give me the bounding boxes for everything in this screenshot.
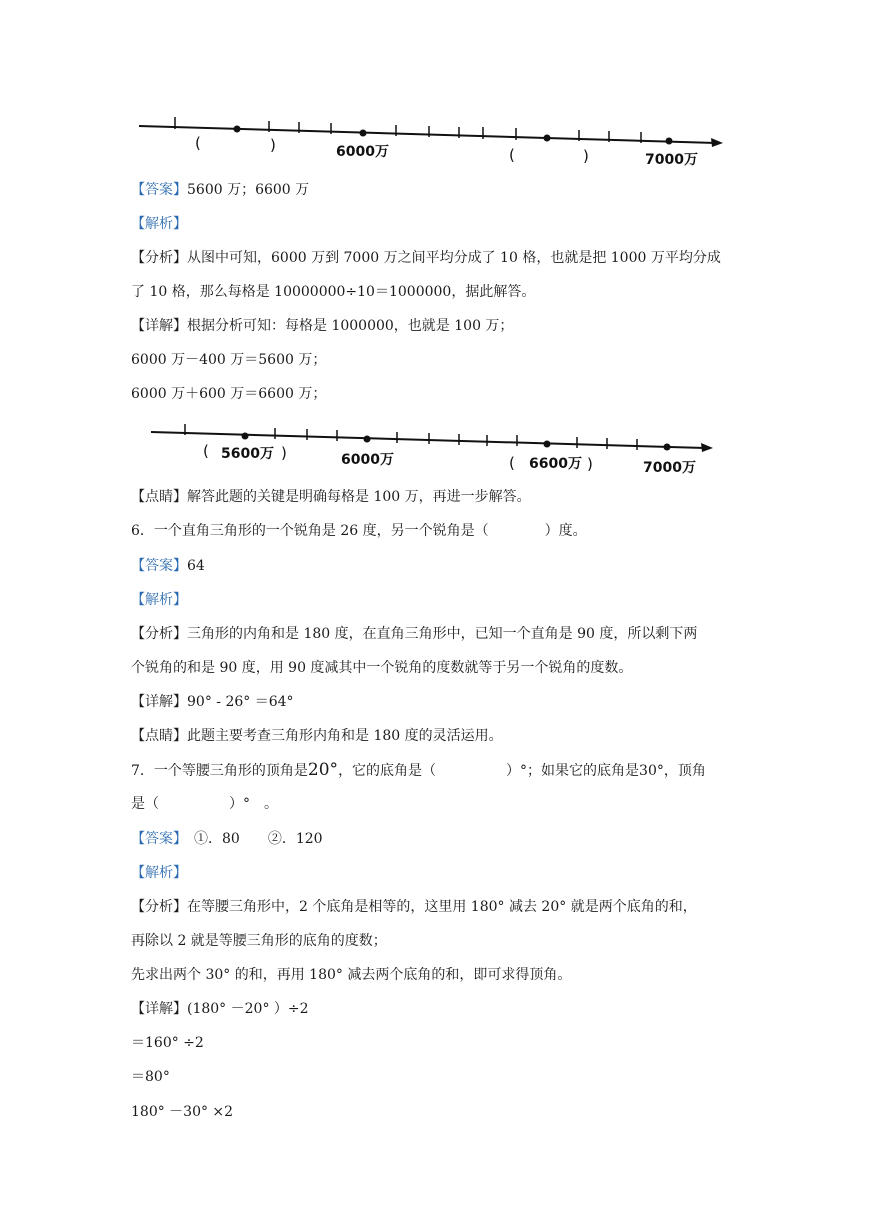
label-6000: 6000万 (336, 144, 389, 160)
q5-jiexi-line (131, 214, 187, 234)
answer-text: 5600 万；6600 万 (187, 182, 310, 198)
dianjing-text: 解答此题的关键是明确每格是 100 万，再进一步解答。 (187, 489, 531, 505)
fenxi-text: 在等腰三角形中，2 个底角是相等的，这里用 180° 减去 20° 就是两个底角的和， (187, 899, 697, 915)
answer-tag: 【答案】 (131, 558, 187, 574)
q7-xiangjie-line (131, 999, 309, 1019)
answer-tag: 【答案】 (131, 182, 187, 198)
answer-paren-open-1: ( (203, 442, 209, 460)
blank-paren-close-2: ) (583, 147, 589, 165)
fenxi-tag: 【分析】 (131, 626, 187, 642)
q7-question-line-1 (131, 760, 706, 781)
xiangjie-text: (180° －20° ）÷2 (187, 1001, 309, 1017)
fenxi-text: 从图中可知，6000 万到 7000 万之间平均分成了 10 格，也就是把 1000 万平均分成 (187, 250, 721, 266)
answer-tag: 【答案】 (131, 831, 180, 847)
fenxi-tag: 【分析】 (131, 899, 187, 915)
q7-fenxi-line-2: 再除以 2 就是等腰三角形的底角的度数； (131, 933, 387, 949)
xiangjie-tag: 【详解】 (131, 318, 187, 334)
label-6000: 6000万 (341, 452, 394, 468)
q7-step-4: 180° －30° ×2 (131, 1104, 234, 1120)
q6-question: 6．一个直角三角形的一个锐角是 26 度，另一个锐角是（ ）度。 (131, 523, 587, 539)
fenxi-text: 三角形的内角和是 180 度，在直角三角形中，已知一个直角是 90 度，所以剩下两 (187, 626, 698, 642)
number-line-figure-2 (135, 418, 735, 478)
q6-fenxi-line-1 (131, 624, 697, 644)
q6-jiexi-line (131, 590, 187, 610)
number-line-figure-1 (131, 112, 731, 168)
label-6600: 6600万 (529, 456, 582, 472)
xiangjie-text: 根据分析可知：每格是 1000000，也就是 100 万； (187, 318, 514, 334)
jiexi-tag: 【解析】 (131, 865, 187, 881)
label-7000: 7000万 (645, 152, 698, 168)
fenxi-tag: 【分析】 (131, 250, 187, 266)
q7-question-line-2: 是（ ）° 。 (131, 796, 278, 812)
number-line-axis (139, 126, 723, 147)
q7-step-3: ＝80° (131, 1069, 170, 1085)
blank-paren-close-1: ) (270, 136, 276, 154)
answer-paren-close-1: ) (281, 444, 287, 462)
dianjing-tag: 【点睛】 (131, 489, 187, 505)
q7-question-part2: ，它的底角是（ ）°；如果它的底角是30°，顶角 (338, 763, 706, 779)
q5-calc-2: 6000 万＋600 万＝6600 万； (131, 386, 327, 402)
q7-question-part1: 7．一个等腰三角形的顶角是 (131, 763, 308, 779)
xiangjie-tag: 【详解】 (131, 694, 187, 710)
blank-paren-open-1: ( (195, 134, 201, 152)
answer-paren-open-2: ( (509, 454, 515, 472)
answer-text: 64 (187, 558, 205, 574)
q7-question-big-angle: 20° (307, 760, 339, 780)
xiangjie-text: 90° - 26° ＝64° (187, 694, 294, 710)
q5-answer-line (131, 180, 309, 200)
dianjing-text: 此题主要考查三角形内角和是 180 度的灵活运用。 (187, 728, 503, 744)
q7-fenxi-line-3: 先求出两个 30° 的和，再用 180° 减去两个底角的和，即可求得顶角。 (131, 967, 572, 983)
q7-answer-line (131, 829, 323, 849)
q5-calc-1: 6000 万－400 万＝5600 万； (131, 352, 327, 368)
q5-fenxi-line-2: 了 10 格，那么每格是 10000000÷10＝1000000，据此解答。 (131, 284, 536, 300)
jiexi-tag: 【解析】 (131, 216, 187, 232)
jiexi-tag: 【解析】 (131, 592, 187, 608)
q6-dianjing-line (131, 726, 503, 746)
answer-paren-close-2: ) (587, 455, 593, 473)
xiangjie-tag: 【详解】 (131, 1001, 187, 1017)
label-5600: 5600万 (221, 446, 274, 462)
q5-dianjing-line (131, 487, 531, 507)
q6-answer-line (131, 556, 205, 576)
q7-jiexi-line (131, 863, 187, 883)
q5-fenxi-line-1 (131, 248, 721, 268)
q6-xiangjie-line (131, 692, 294, 712)
q5-xiangjie-line (131, 316, 513, 336)
dianjing-tag: 【点睛】 (131, 728, 187, 744)
q6-fenxi-line-2: 个锐角的和是 90 度，用 90 度减其中一个锐角的度数就等于另一个锐角的度数。 (131, 660, 633, 676)
answer-text: ①．80 ②．120 (180, 831, 323, 847)
q7-fenxi-line-1 (131, 897, 697, 917)
label-7000: 7000万 (643, 460, 696, 476)
q7-step-2: ＝160° ÷2 (131, 1035, 204, 1051)
blank-paren-open-2: ( (509, 146, 515, 164)
